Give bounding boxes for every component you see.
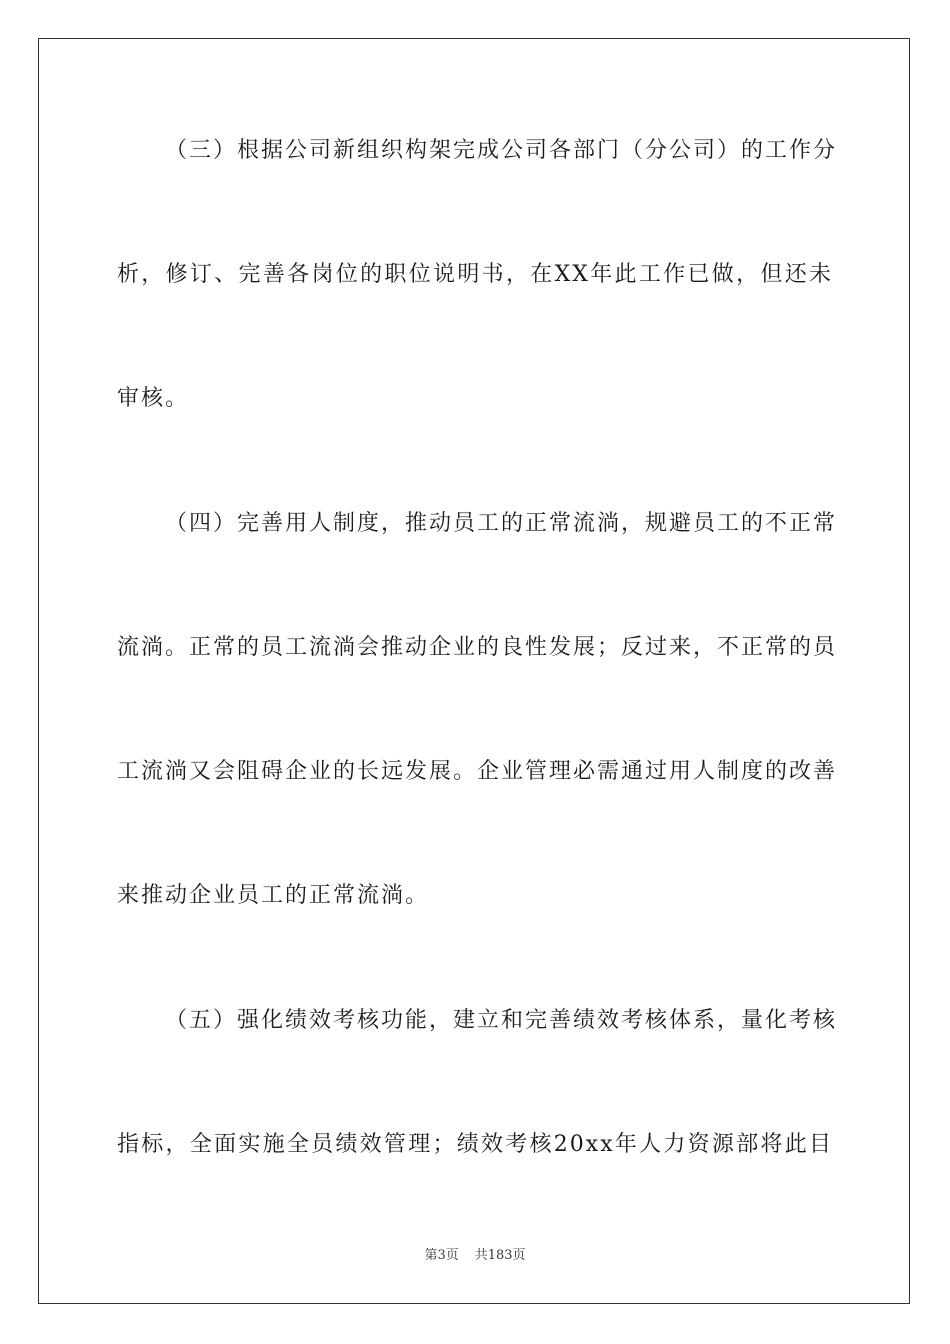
page-total: 共183页 — [474, 1248, 526, 1263]
paragraph-4-line-2: 流淌。正常的员工流淌会推动企业的良性发展；反过来，不正常的员 — [117, 635, 838, 660]
paragraph-5-line-1: （五）强化绩效考核功能，建立和完善绩效考核体系，量化考核 — [165, 1008, 838, 1033]
page-number: 第3页 — [424, 1248, 459, 1263]
page-border — [38, 38, 910, 1304]
page-footer — [0, 1247, 950, 1265]
paragraph-4-line-4: 来推动企业员工的正常流淌。 — [117, 883, 430, 908]
paragraph-4-line-1: （四）完善用人制度，推动员工的正常流淌，规避员工的不正常 — [165, 511, 838, 536]
paragraph-3-line-1: （三）根据公司新组织构架完成公司各部门（分公司）的工作分 — [165, 138, 838, 163]
paragraph-5-line-2: 指标，全面实施全员绩效管理；绩效考核20xx年人力资源部将此目 — [117, 1132, 833, 1157]
paragraph-3-line-3: 审核。 — [117, 386, 190, 411]
paragraph-4-line-3: 工流淌又会阻碍企业的长远发展。企业管理必需通过用人制度的改善 — [117, 759, 838, 784]
paragraph-3-line-2: 析，修订、完善各岗位的职位说明书，在XX年此工作已做，但还未 — [117, 262, 833, 287]
